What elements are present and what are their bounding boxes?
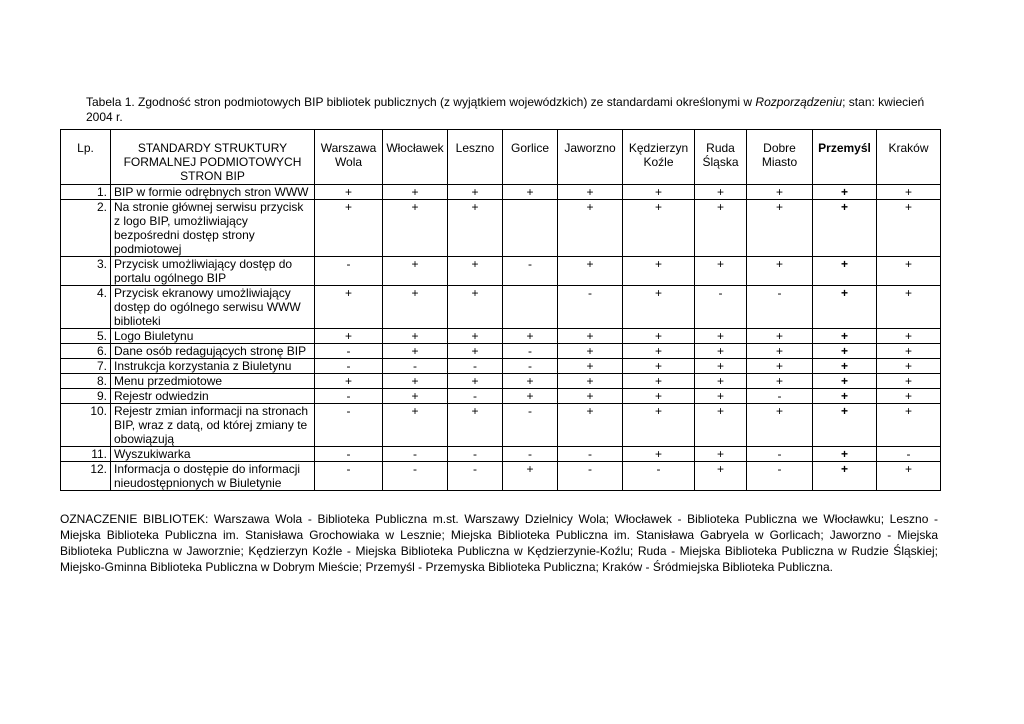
standard-description: Przycisk ekranowy umożliwiający dostęp do ogólnego serwisu WWW biblioteki xyxy=(111,286,315,329)
compliance-mark xyxy=(503,200,558,257)
header-library: Przemyśl xyxy=(813,130,877,185)
compliance-mark: + xyxy=(877,404,941,447)
compliance-mark: + xyxy=(558,200,623,257)
compliance-mark: + xyxy=(623,404,695,447)
caption-emphasis: Rozporządzeniu xyxy=(755,95,843,109)
standard-description: Na stronie głównej serwisu przycisk z logo BIP, umożliwiający bezpośredni dostęp strony podmiotowej xyxy=(111,200,315,257)
table-row xyxy=(61,257,941,286)
compliance-mark: - xyxy=(315,359,383,374)
row-number: 5. xyxy=(61,329,111,344)
compliance-mark: + xyxy=(877,359,941,374)
table-row xyxy=(61,374,941,389)
compliance-mark: + xyxy=(623,257,695,286)
row-number: 7. xyxy=(61,359,111,374)
table-row xyxy=(61,200,941,257)
header-library: Kędzierzyn Koźle xyxy=(623,130,695,185)
table-row xyxy=(61,462,941,491)
header-library: Jaworzno xyxy=(558,130,623,185)
compliance-mark: + xyxy=(623,359,695,374)
compliance-mark: + xyxy=(558,185,623,200)
compliance-mark: + xyxy=(695,374,747,389)
compliance-mark: + xyxy=(623,344,695,359)
compliance-mark: + xyxy=(877,374,941,389)
compliance-mark: + xyxy=(623,329,695,344)
compliance-mark: - xyxy=(503,344,558,359)
compliance-mark xyxy=(503,286,558,329)
compliance-mark: - xyxy=(747,462,813,491)
compliance-mark: + xyxy=(383,185,448,200)
compliance-mark: + xyxy=(877,286,941,329)
compliance-mark: + xyxy=(747,257,813,286)
compliance-mark: + xyxy=(813,329,877,344)
header-library: Leszno xyxy=(448,130,503,185)
compliance-mark: + xyxy=(747,404,813,447)
compliance-mark: - xyxy=(383,447,448,462)
compliance-mark: + xyxy=(877,462,941,491)
compliance-mark: - xyxy=(503,359,558,374)
compliance-mark: + xyxy=(315,286,383,329)
compliance-mark: + xyxy=(747,344,813,359)
compliance-mark: - xyxy=(747,286,813,329)
compliance-mark: + xyxy=(813,374,877,389)
compliance-mark: - xyxy=(315,389,383,404)
compliance-mark: + xyxy=(747,185,813,200)
compliance-mark: + xyxy=(623,447,695,462)
header-library: Gorlice xyxy=(503,130,558,185)
standard-description: Dane osób redagujących stronę BIP xyxy=(111,344,315,359)
compliance-mark: + xyxy=(623,286,695,329)
header-lp: Lp. xyxy=(61,130,111,185)
table-row xyxy=(61,359,941,374)
compliance-mark: + xyxy=(558,374,623,389)
compliance-mark: + xyxy=(813,447,877,462)
compliance-mark: + xyxy=(695,447,747,462)
compliance-mark: + xyxy=(623,374,695,389)
compliance-mark: + xyxy=(503,185,558,200)
row-number: 9. xyxy=(61,389,111,404)
compliance-mark: + xyxy=(877,344,941,359)
compliance-mark: + xyxy=(813,462,877,491)
compliance-mark: + xyxy=(383,344,448,359)
row-number: 11. xyxy=(61,447,111,462)
table-row xyxy=(61,344,941,359)
compliance-table xyxy=(60,129,941,491)
compliance-mark: + xyxy=(695,329,747,344)
compliance-mark: + xyxy=(747,200,813,257)
compliance-mark: + xyxy=(813,404,877,447)
table-row xyxy=(61,389,941,404)
compliance-mark: + xyxy=(383,374,448,389)
compliance-mark: - xyxy=(315,257,383,286)
compliance-mark: - xyxy=(448,447,503,462)
compliance-mark: - xyxy=(503,257,558,286)
compliance-mark: + xyxy=(877,389,941,404)
compliance-mark: + xyxy=(448,344,503,359)
compliance-mark: + xyxy=(448,374,503,389)
header-standard: STANDARDY STRUKTURY FORMALNEJ PODMIOTOWYCH STRON BIP xyxy=(111,130,315,185)
compliance-mark: + xyxy=(383,329,448,344)
compliance-mark: + xyxy=(695,389,747,404)
compliance-mark: + xyxy=(315,185,383,200)
compliance-mark: + xyxy=(503,329,558,344)
standard-description: Instrukcja korzystania z Biuletynu xyxy=(111,359,315,374)
compliance-mark: + xyxy=(695,462,747,491)
standard-description: Rejestr zmian informacji na stronach BIP, wraz z datą, od której zmiany te obowiązują xyxy=(111,404,315,447)
compliance-mark: + xyxy=(448,257,503,286)
compliance-mark: + xyxy=(558,359,623,374)
compliance-mark: - xyxy=(448,389,503,404)
standard-description: Menu przedmiotowe xyxy=(111,374,315,389)
compliance-mark: + xyxy=(695,344,747,359)
row-number: 12. xyxy=(61,462,111,491)
row-number: 8. xyxy=(61,374,111,389)
standard-description: Przycisk umożliwiający dostęp do portalu ogólnego BIP xyxy=(111,257,315,286)
compliance-mark: + xyxy=(383,389,448,404)
compliance-mark: - xyxy=(315,344,383,359)
compliance-mark: + xyxy=(558,344,623,359)
compliance-mark: - xyxy=(558,447,623,462)
compliance-mark: + xyxy=(315,329,383,344)
compliance-mark: - xyxy=(315,462,383,491)
compliance-mark: - xyxy=(695,286,747,329)
compliance-mark: + xyxy=(695,404,747,447)
header-library: Kraków xyxy=(877,130,941,185)
compliance-mark: + xyxy=(558,389,623,404)
header-library: Włocławek xyxy=(383,130,448,185)
compliance-mark: + xyxy=(623,200,695,257)
compliance-mark: + xyxy=(558,329,623,344)
compliance-mark: - xyxy=(503,447,558,462)
compliance-mark: - xyxy=(503,404,558,447)
compliance-mark: + xyxy=(813,344,877,359)
row-number: 10. xyxy=(61,404,111,447)
compliance-mark: - xyxy=(315,404,383,447)
compliance-mark: - xyxy=(383,359,448,374)
compliance-mark: + xyxy=(448,200,503,257)
header-library: Ruda Śląska xyxy=(695,130,747,185)
compliance-mark: + xyxy=(695,257,747,286)
row-number: 3. xyxy=(61,257,111,286)
row-number: 1. xyxy=(61,185,111,200)
standard-description: Informacja o dostępie do informacji nieudostępnionych w Biuletynie xyxy=(111,462,315,491)
compliance-mark: - xyxy=(558,286,623,329)
compliance-mark: - xyxy=(747,447,813,462)
compliance-mark: + xyxy=(383,404,448,447)
table-caption xyxy=(86,95,942,125)
compliance-mark: + xyxy=(747,374,813,389)
compliance-mark: + xyxy=(877,200,941,257)
compliance-mark: + xyxy=(383,257,448,286)
compliance-mark: + xyxy=(813,286,877,329)
row-number: 6. xyxy=(61,344,111,359)
compliance-mark: + xyxy=(448,286,503,329)
compliance-mark: + xyxy=(503,462,558,491)
compliance-mark: + xyxy=(503,374,558,389)
compliance-mark: - xyxy=(623,462,695,491)
compliance-mark: + xyxy=(448,404,503,447)
compliance-mark: - xyxy=(747,389,813,404)
compliance-mark: + xyxy=(448,329,503,344)
header-library: Warszawa Wola xyxy=(315,130,383,185)
compliance-mark: + xyxy=(813,185,877,200)
table-row xyxy=(61,286,941,329)
compliance-mark: + xyxy=(623,185,695,200)
header-row xyxy=(61,130,941,185)
compliance-mark: - xyxy=(315,447,383,462)
table-row xyxy=(61,404,941,447)
caption-text: Tabela 1. Zgodność stron podmiotowych BIP bibliotek publicznych (z wyjątkiem wojewódzkich) ze standardami określonymi w xyxy=(86,95,756,109)
compliance-mark: + xyxy=(813,257,877,286)
standard-description: Rejestr odwiedzin xyxy=(111,389,315,404)
compliance-mark: - xyxy=(448,359,503,374)
compliance-mark: + xyxy=(315,374,383,389)
header-library: Dobre Miasto xyxy=(747,130,813,185)
compliance-mark: + xyxy=(877,185,941,200)
compliance-mark: + xyxy=(813,359,877,374)
table-row xyxy=(61,329,941,344)
compliance-mark: + xyxy=(383,200,448,257)
compliance-mark: + xyxy=(695,200,747,257)
compliance-mark: + xyxy=(448,185,503,200)
compliance-mark: + xyxy=(623,389,695,404)
compliance-mark: + xyxy=(747,359,813,374)
table-row xyxy=(61,447,941,462)
standard-description: Wyszukiwarka xyxy=(111,447,315,462)
compliance-mark: - xyxy=(877,447,941,462)
compliance-mark: + xyxy=(695,359,747,374)
library-legend: OZNACZENIE BIBLIOTEK: Warszawa Wola - Biblioteka Publiczna m.st. Warszawy Dzielnicy Wola; Włocławek - Biblioteka Publiczna we Włocławku; Leszno - Miejska Biblioteka Publiczna im. Stanisława Grochowiaka w Lesznie; Miejska Biblioteka Publiczna im. Stanisława Gabryela w Gorlicach; Jaworzno - Miejska Biblioteka Publiczna w Jaworznie; Kędzierzyn Koźle - Miejska Biblioteka Publiczna w Kędzierzynie-Koźlu; Ruda - Miejska Biblioteka Publiczna w Rudzie Śląskiej; Miejsko-Gminna Biblioteka Publiczna w Dobrym Mieście; Przemyśl - Przemyska Biblioteka Publiczna; Kraków - Śródmiejska Biblioteka Publiczna. xyxy=(60,512,938,574)
compliance-mark: + xyxy=(558,404,623,447)
standard-description: BIP w formie odrębnych stron WWW xyxy=(111,185,315,200)
caption-date: ; stan: kwiecień 2004 r. xyxy=(86,95,925,124)
compliance-mark: + xyxy=(503,389,558,404)
compliance-mark: + xyxy=(315,200,383,257)
compliance-mark: + xyxy=(383,286,448,329)
compliance-mark: + xyxy=(558,257,623,286)
row-number: 4. xyxy=(61,286,111,329)
compliance-mark: + xyxy=(747,329,813,344)
compliance-mark: + xyxy=(813,389,877,404)
compliance-mark: + xyxy=(877,329,941,344)
compliance-mark: + xyxy=(813,200,877,257)
compliance-mark: + xyxy=(877,257,941,286)
compliance-mark: + xyxy=(695,185,747,200)
table-row xyxy=(61,185,941,200)
compliance-mark: - xyxy=(383,462,448,491)
compliance-mark: - xyxy=(558,462,623,491)
standard-description: Logo Biuletynu xyxy=(111,329,315,344)
compliance-mark: - xyxy=(448,462,503,491)
row-number: 2. xyxy=(61,200,111,257)
table-body xyxy=(61,185,941,491)
